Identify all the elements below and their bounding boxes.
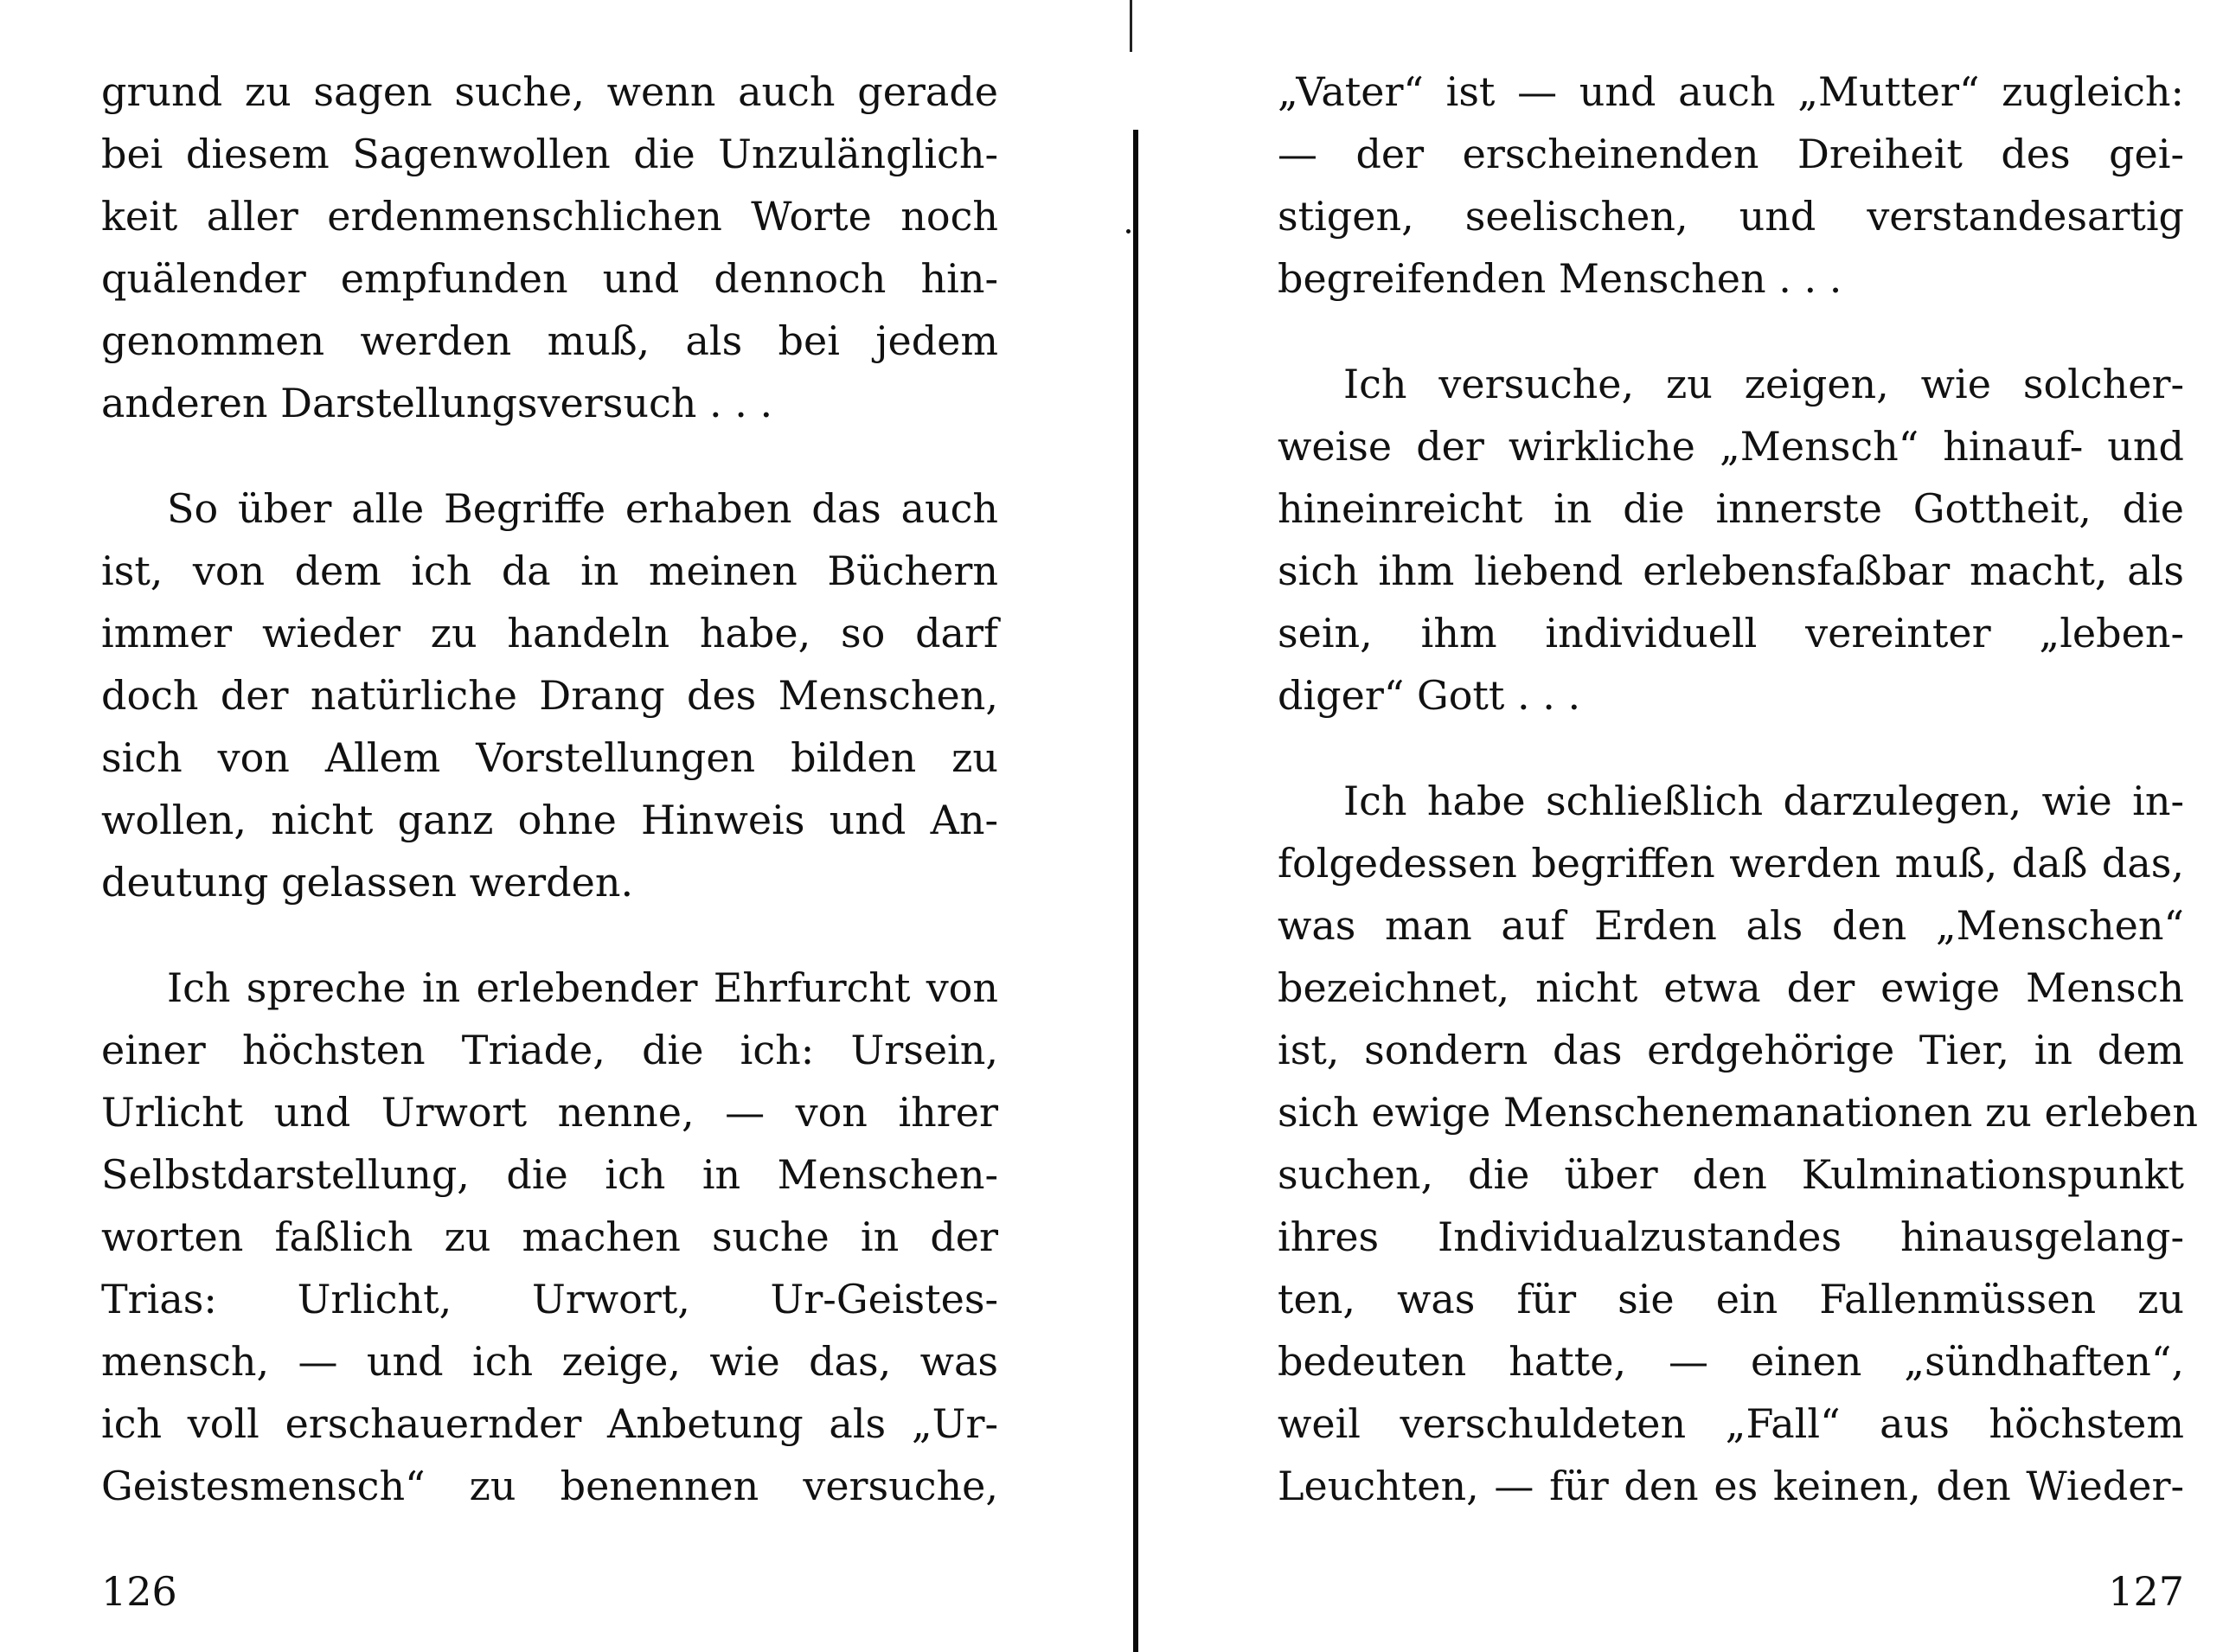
text-line: diger“ Gott . . . <box>1278 672 1581 719</box>
text-line: folgedessen begriffen werden muß, daß das, <box>1278 840 2184 887</box>
text-line: mensch, — und ich zeige, wie das, was <box>101 1338 998 1385</box>
text-line: stigen, seelischen, und verstandesartig <box>1278 193 2184 240</box>
text-line: Leuchten, — für den es keinen, den Wieder- <box>1278 1463 2184 1509</box>
gutter-dot <box>1126 229 1131 234</box>
left-paragraph <box>101 477 998 913</box>
text-line: immer wieder zu handeln habe, so darf <box>101 610 998 656</box>
text-line: bedeuten hatte, — einen „sündhaften“, <box>1278 1338 2184 1385</box>
left-paragraph <box>101 957 998 1517</box>
gutter-mark <box>1130 0 1132 52</box>
text-line: sich von Allem Vorstellungen bilden zu <box>101 734 998 781</box>
book-gutter <box>1124 0 1146 1652</box>
text-line: worten faßlich zu machen suche in der <box>101 1213 998 1260</box>
text-line: was man auf Erden als den „Menschen“ <box>1278 902 2184 949</box>
text-line: suchen, die über den Kulminationspunkt <box>1278 1151 2184 1198</box>
text-line: wollen, nicht ganz ohne Hinweis und An- <box>101 797 998 843</box>
book-spine-shadow <box>1133 130 1138 1652</box>
right-paragraph <box>1278 353 2184 727</box>
page-number: 126 <box>101 1568 177 1615</box>
right-paragraph <box>1278 770 2198 1517</box>
left-paragraph <box>101 61 998 434</box>
text-line: Ich spreche in erlebender Ehrfurcht von <box>167 964 998 1011</box>
text-line: ist, von dem ich da in meinen Büchern <box>101 547 998 594</box>
page-number: 127 <box>2108 1568 2184 1615</box>
text-line: einer höchsten Triade, die ich: Ursein, <box>101 1027 998 1073</box>
text-line: sein, ihm individuell vereinter „leben- <box>1278 610 2184 656</box>
text-line: Selbstdarstellung, die ich in Menschen- <box>101 1151 998 1198</box>
right-paragraph <box>1278 61 2184 310</box>
right-page <box>1146 0 2223 1652</box>
text-line: So über alle Begriffe erhaben das auch <box>167 485 998 532</box>
text-line: sich ihm liebend erlebensfaßbar macht, als <box>1278 547 2184 594</box>
text-line: ich voll erschauernder Anbetung als „Ur- <box>101 1400 998 1447</box>
text-line: Ich habe schließlich darzulegen, wie in- <box>1343 778 2184 824</box>
text-line: sich ewige Menschenemanationen zu erleben <box>1278 1089 2198 1136</box>
text-line: Urlicht und Urwort nenne, — von ihrer <box>101 1089 998 1136</box>
text-line: weise der wirkliche „Mensch“ hinauf- und <box>1278 423 2184 470</box>
text-line: ihres Individualzustandes hinausgelang- <box>1278 1213 2184 1260</box>
text-line: doch der natürliche Drang des Menschen, <box>101 672 998 719</box>
text-line: ist, sondern das erdgehörige Tier, in dem <box>1278 1027 2184 1073</box>
text-line: quälender empfunden und dennoch hin- <box>101 255 998 302</box>
text-line: ten, was für sie ein Fallenmüssen zu <box>1278 1276 2184 1322</box>
text-line: anderen Darstellungsversuch . . . <box>101 380 773 426</box>
text-line: deutung gelassen werden. <box>101 859 634 906</box>
text-line: weil verschuldeten „Fall“ aus höchstem <box>1278 1400 2184 1447</box>
text-line: bei diesem Sagenwollen die Unzulänglich- <box>101 131 998 177</box>
text-line: bezeichnet, nicht etwa der ewige Mensch <box>1278 964 2184 1011</box>
text-line: Ich versuche, zu zeigen, wie solcher- <box>1343 361 2184 407</box>
text-line: grund zu sagen suche, wenn auch gerade <box>101 68 998 115</box>
text-line: keit aller erdenmenschlichen Worte noch <box>101 193 998 240</box>
text-line: genommen werden muß, als bei jedem <box>101 317 998 364</box>
text-line: „Vater“ ist — und auch „Mutter“ zugleich: <box>1278 68 2184 115</box>
text-line: hineinreicht in die innerste Gottheit, die <box>1278 485 2184 532</box>
right-text-column <box>1278 61 2198 1560</box>
text-line: — der erscheinenden Dreiheit des gei- <box>1278 131 2184 177</box>
text-line: begreifenden Menschen . . . <box>1278 255 1842 302</box>
text-line: Trias: Urlicht, Urwort, Ur-Geistes- <box>101 1276 998 1322</box>
text-line: Geistesmensch“ zu benennen versuche, <box>101 1463 998 1509</box>
left-text-column <box>101 61 998 1560</box>
